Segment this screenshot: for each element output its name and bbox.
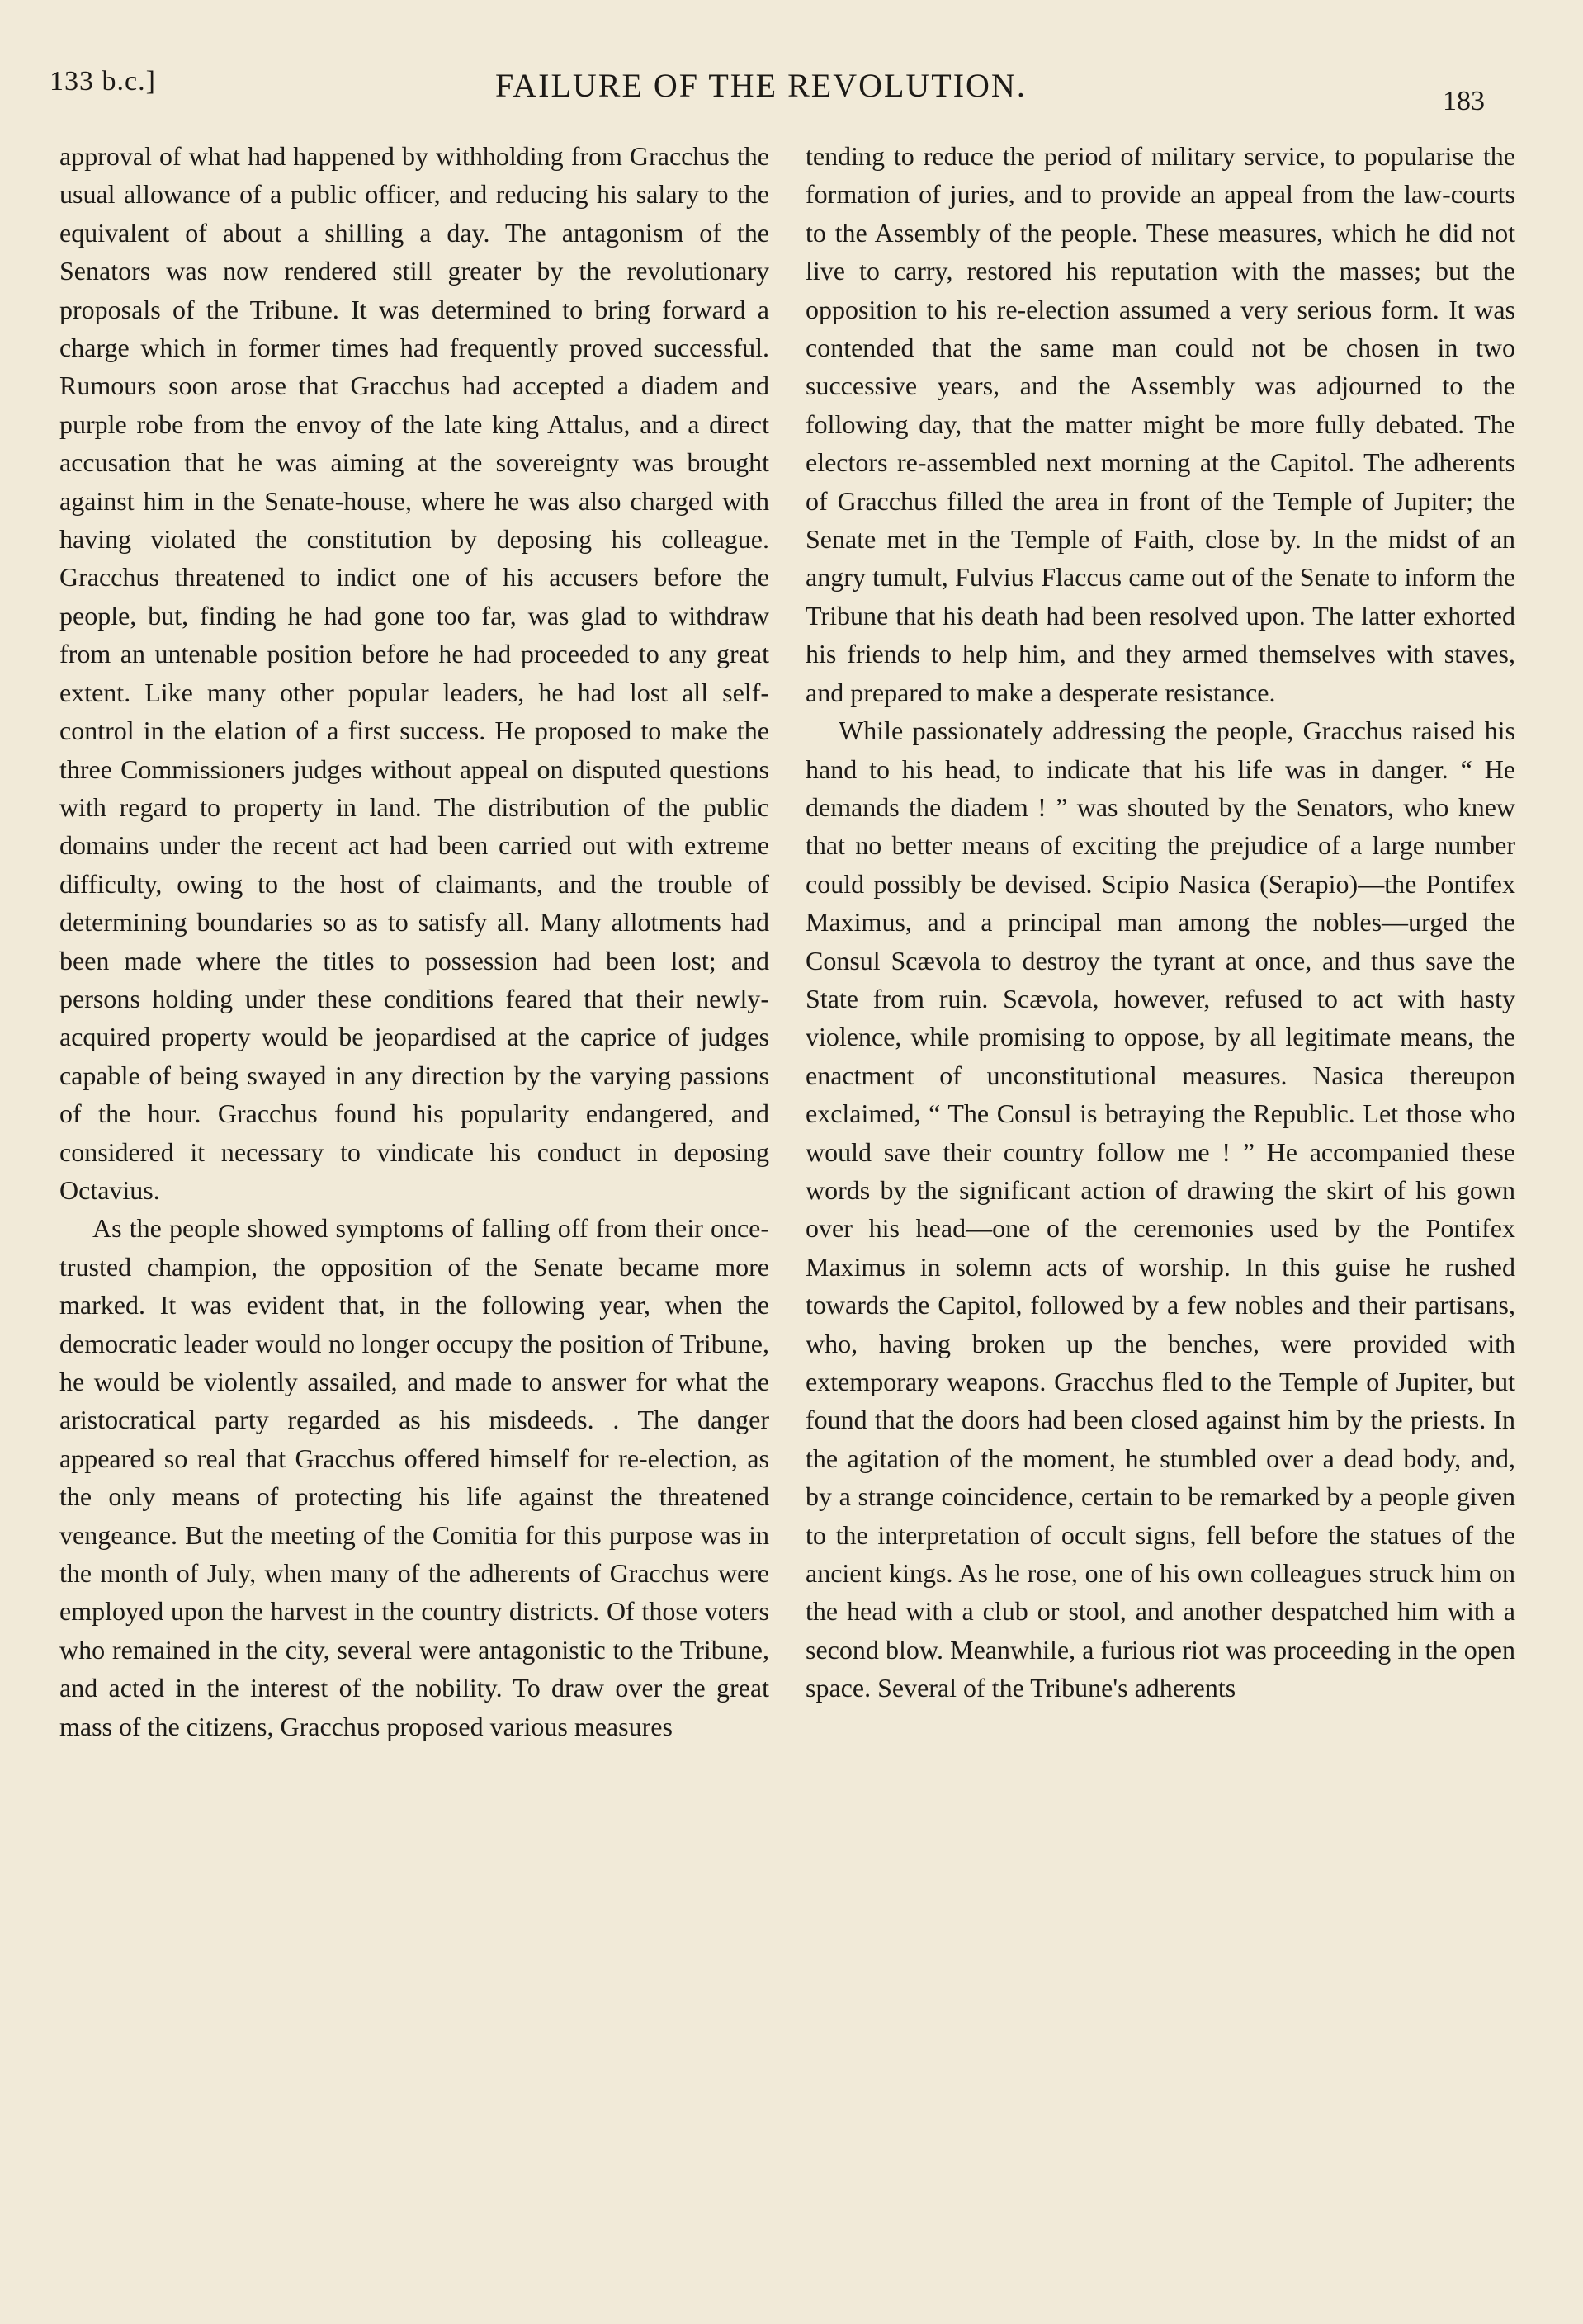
page-number: 183 <box>1443 86 1485 116</box>
paragraph: approval of what had happened by withholding from Gracchus the usual allowance of a public officer, and reducing his salary to the equivalent of about a shilling a day. The antagonism of the Senators was now rendered still greater by the revolutionary proposals of the Tribune. It was determined to bring forward a charge which in former times had frequently proved successful. Rumours soon arose that Gracchus had accepted a diadem and purple robe from the envoy of the late king Attalus, and a direct accusation that he was aiming at the sovereignty was brought against him in the Senate-house, where he was also charged with having violated the constitution by deposing his colleague. Gracchus threatened to indict one of his accusers before the people, but, finding he had gone too far, was glad to withdraw from an untenable position before he had proceeded to any great extent. Like many other popular leaders, he had lost all self-control in the elation of a first success. He proposed to make the three Commissioners judges without appeal on disputed questions with regard to property in land. The distribution of the public domains under the recent act had been carried out with extreme difficulty, owing to the host of claimants, and the trouble of determining boundaries so as to satisfy all. Many allotments had been made where the titles to possession had been lost; and persons holding under these conditions feared that their newly-acquired property would be jeopardised at the caprice of judges capable of being swayed in any direction by the varying passions of the hour. Gracchus found his popularity endangered, and considered it necessary to vindicate his conduct in deposing Octavius. <box>59 141 769 1205</box>
paragraph: As the people showed symptoms of falling off from their once-trusted champion, the opposition of the Senate became more marked. It was evident that, in the following year, when the democratic leader would no longer occupy the position of Tribune, he would be violently assailed, and made to answer for what the aristocratical party regarded as his misdeeds. . The danger appeared so real that Gracchus offered himself for re-election, as the only means of protecting his life against the threatened vengeance. But the meeting of the Comitia for this purpose was in the month of July, when many of the adherents of Gracchus were employed upon the harvest in the country districts. Of those voters who remained in the city, several were antagonistic to the Tribune, and acted in the interest of the nobility. To draw over the great mass of the citizens, Gracchus proposed various measures <box>59 1213 769 1741</box>
running-head <box>50 61 1502 119</box>
right-column <box>806 137 1515 1708</box>
paragraph: tending to reduce the period of military service, to popularise the formation of juries, and to provide an appeal from the law-courts to the Assembly of the people. These measures, which he did not live to carry, restored his reputation with the masses; but the opposition to his re-election assumed a very serious form. It was contended that the same man could not be chosen in two successive years, and the Assembly was adjourned to the following day, that the matter might be more fully debated. The electors re-assembled next morning at the Capitol. The adherents of Gracchus filled the area in front of the Temple of Jupiter; the Senate met in the Temple of Faith, close by. In the midst of an angry tumult, Fulvius Flaccus came out of the Senate to inform the Tribune that his death had been resolved upon. The latter exhorted his friends to help him, and they armed themselves with staves, and prepared to make a desperate resistance. <box>806 141 1515 707</box>
paragraph: While passionately addressing the people, Gracchus raised his hand to his head, to indicate that his life was in danger. “ He demands the diadem ! ” was shouted by the Senators, who knew that no better means of exciting the prejudice of a large number could possibly be devised. Scipio Nasica (Serapio)—the Pontifex Maximus, and a principal man among the nobles—urged the Consul Scævola to destroy the tyrant at once, and thus save the State from ruin. Scævola, however, refused to act with hasty violence, while promising to oppose, by all legitimate means, the enactment of unconstitutional measures. Nasica thereupon exclaimed, “ The Consul is betraying the Republic. Let those who would save their country follow me ! ” He accompanied these words by the significant action of drawing the skirt of his gown over his head—one of the ceremonies used by the Pontifex Maximus in solemn acts of worship. In this guise he rushed towards the Capitol, followed by a few nobles and their partisans, who, having broken up the benches, were provided with extemporary weapons. Gracchus fled to the Temple of Jupiter, but found that the doors had been closed against him by the priests. In the agitation of the moment, he stumbled over a dead body, and, by a strange coincidence, certain to be remarked by a people given to the interpretation of occult signs, fell before the statues of the ancient kings. As he rose, one of his own colleagues struck him on the head with a club or stool, and another despatched him with a second blow. Meanwhile, a furious riot was proceeding in the open space. Several of the Tribune's adherents <box>806 716 1515 1703</box>
left-column <box>59 137 769 1745</box>
running-head-date: 133 b.c.] <box>50 66 156 97</box>
running-head-title: FAILURE OF THE REVOLUTION. <box>495 67 1027 104</box>
